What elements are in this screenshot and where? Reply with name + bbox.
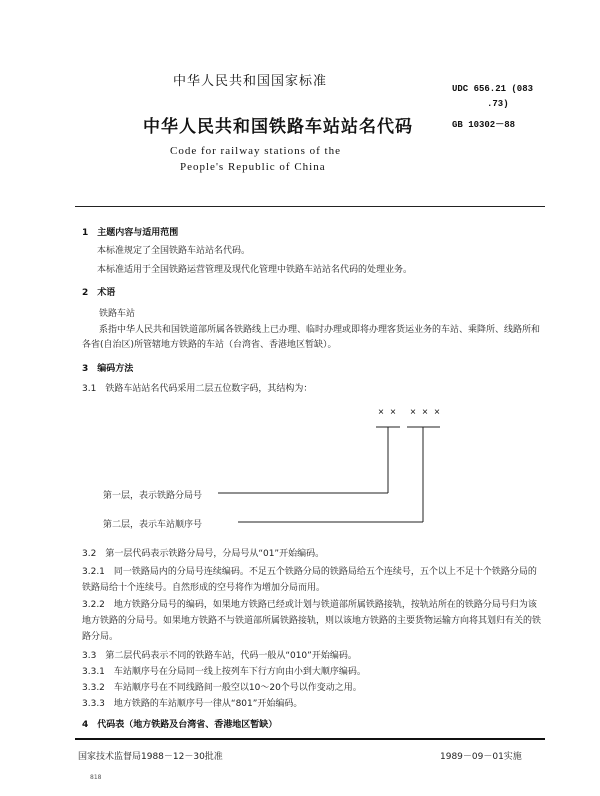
standard-org: 中华人民共和国国家标准 <box>173 74 328 89</box>
clause-3-1: 3.1 铁路车站站名代码采用二层五位数字码，其结构为： <box>82 384 313 394</box>
clause-3-3-1: 3.3.1 车站顺序号在分局同一线上按列车下行方向由小到大顺序编码。 <box>82 667 366 677</box>
section-4-heading: 4 代码表（地方铁路及台湾省、香港地区暂缺） <box>82 720 278 730</box>
document-title: 中华人民共和国铁路车站站名代码 <box>143 117 413 137</box>
udc-code-line1: UDC 656.21 (083 <box>452 84 534 94</box>
page-number: 818 <box>90 774 102 781</box>
english-title-line1: Code for railway stations of the <box>170 145 341 157</box>
approval-note: 国家技术监督局1988－12－30批准 <box>78 752 223 762</box>
section-3-heading: 3 编码方法 <box>82 364 134 374</box>
section-1-paragraph-1: 本标准规定了全国铁路车站站名代码。 <box>97 246 251 256</box>
english-title-line2: People's Republic of China <box>180 161 326 173</box>
term-railway-station: 铁路车站 <box>99 309 136 319</box>
clause-3-3-3: 3.3.3 地方铁路的车站顺序号一律从“801”开始编码。 <box>82 699 303 709</box>
implementation-date: 1989－09－01实施 <box>440 752 522 762</box>
clause-3-3-2: 3.3.2 车站顺序号在不同线路间一般空以10～20个号以作变动之用。 <box>82 683 362 693</box>
layer1-label: 第一层，表示铁路分局号 <box>103 491 203 501</box>
code-digits-layer2: × × × <box>410 408 441 419</box>
term-definition: 系指中华人民共和国铁道部所属各铁路线上已办理、临时办理或即将办理客货运业务的车站、乘降所、线路所和各省(自治区)所管辖地方铁路的车站（台湾省、香港地区暂缺）。 <box>82 325 541 350</box>
section-1-heading: 1 主题内容与适用范围 <box>82 228 179 238</box>
code-digits-layer1: × × <box>378 408 397 419</box>
clause-3-2: 3.2 第一层代码表示铁路分局号，分局号从“01”开始编码。 <box>82 549 325 559</box>
footer-rule <box>75 738 545 740</box>
clause-3-2-2: 3.2.2 地方铁路分局号的编码，如果地方铁路已经或计划与铁道部所属铁路接轨，按轨站所在的铁路分局号归为该地方铁路的分局号。如果地方铁路不与铁道部所属铁路接轨，则以该地方铁路的主要货物运输方向将其划归有关的铁路分局。 <box>82 600 542 642</box>
gb-code: GB 10302－88 <box>452 120 516 130</box>
section-1-paragraph-2: 本标准适用于全国铁路运营管理及现代化管理中铁路车站站名代码的处理业务。 <box>97 265 413 275</box>
udc-code-line2: .73) <box>487 99 509 109</box>
layer2-label: 第二层，表示车站顺序号 <box>103 520 203 530</box>
section-2-heading: 2 术语 <box>82 288 116 298</box>
clause-3-3: 3.3 第二层代码表示不同的铁路车站，代码一般从“010”开始编码。 <box>82 651 357 661</box>
clause-3-2-1: 3.2.1 同一铁路局内的分局号连续编码。不足五个铁路分局的铁路局给五个连续号，五个以上不足十个铁路分局的铁路局给十个连续号。自然形成的空号将作为增加分局而用。 <box>82 567 537 593</box>
